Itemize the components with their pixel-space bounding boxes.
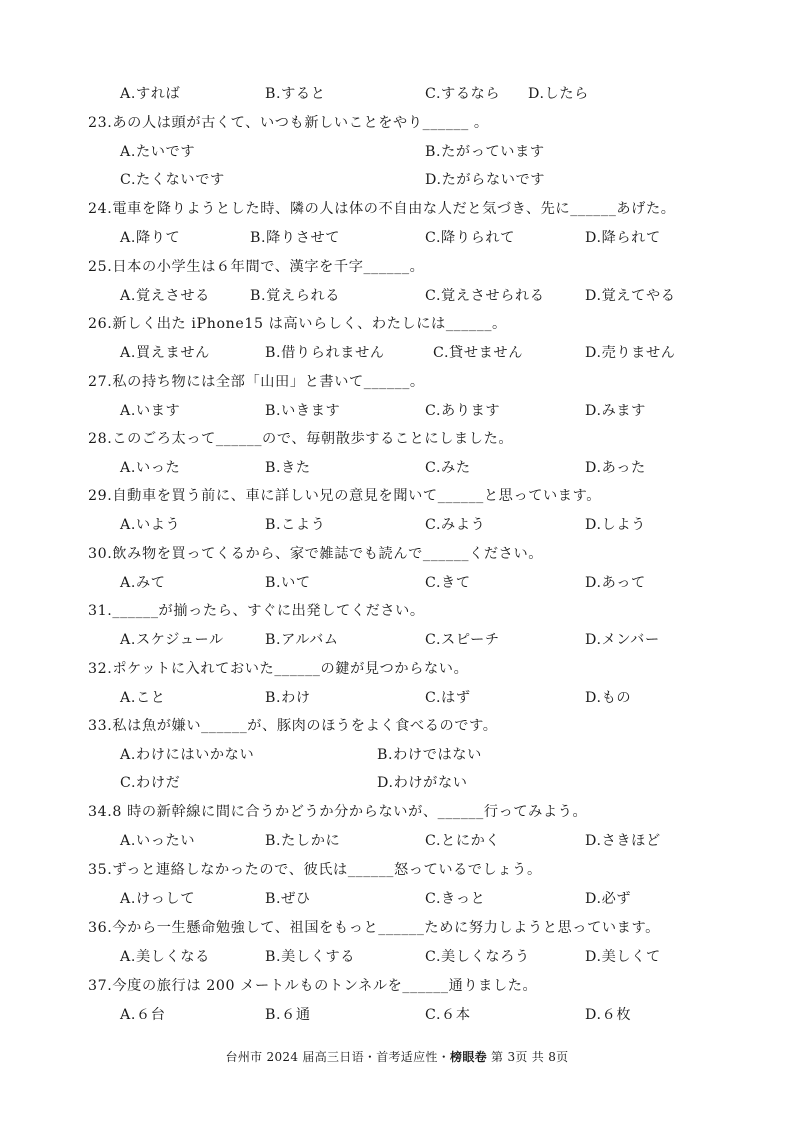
question-stem: 37.今度の旅行は 200 メートルものトンネルを______通りました。 — [88, 978, 538, 994]
option-b: B.借りられません — [265, 345, 385, 361]
option-c: C.きて — [425, 575, 471, 591]
option-c: C.スピーチ — [425, 632, 500, 648]
option-b: B.きた — [265, 460, 311, 476]
option-b: B.こよう — [265, 517, 326, 533]
question-stem: 27.私の持ち物には全部「山田」と書いて______。 — [88, 374, 425, 390]
option-b: B.アルバム — [265, 632, 339, 648]
option-c: C.みた — [425, 460, 471, 476]
option-b: B.美しくする — [265, 949, 356, 965]
footer-edition: 榜眼卷 — [450, 1050, 487, 1064]
option-d: D.降られて — [585, 230, 661, 246]
option-c: C.６本 — [425, 1007, 471, 1023]
option-d: D.たがらないです — [425, 172, 546, 188]
option-b: B.わけではない — [377, 747, 482, 763]
option-c: C.貸せません — [433, 345, 523, 361]
option-d: D.あって — [585, 575, 646, 591]
option-b: B.たしかに — [265, 833, 341, 849]
option-c: C.たくないです — [120, 172, 225, 188]
option-b: B.６通 — [265, 1007, 311, 1023]
option-b: B.ぜひ — [265, 891, 311, 907]
option-b: B.降りさせて — [250, 230, 341, 246]
option-c: C.きっと — [425, 891, 486, 907]
option-d: D.６枚 — [585, 1007, 632, 1023]
option-a: A.います — [120, 403, 181, 419]
option-d: D.メンバー — [585, 632, 660, 648]
option-c: C.降りられて — [425, 230, 515, 246]
option-a: A.けっして — [120, 891, 196, 907]
question-stem: 26.新しく出た iPhone15 は高いらしく、わたしには______。 — [88, 316, 507, 332]
question-stem: 32.ポケットに入れておいた______の鍵が見つからない。 — [88, 661, 469, 677]
option-d: D.しよう — [585, 517, 646, 533]
option-a: A.たいです — [120, 144, 196, 160]
option-d: D.したら — [528, 86, 589, 102]
footer-title: 台州市 2024 届高三日语・首考适应性・ — [225, 1050, 451, 1064]
option-b: B.覚えられる — [250, 288, 341, 304]
option-a: A.わけにはいかない — [120, 747, 255, 763]
option-a: A.みて — [120, 575, 166, 591]
question-stem: 33.私は魚が嫌い______が、豚肉のほうをよく食べるのです。 — [88, 718, 498, 734]
option-d: D.みます — [585, 403, 646, 419]
option-c: C.あります — [425, 403, 501, 419]
question-stem: 34.8 時の新幹線に間に合うかどうか分からないが、______行ってみよう。 — [88, 804, 588, 820]
option-a: A.こと — [120, 690, 166, 706]
footer-page-number: 第 3页 共 8页 — [486, 1050, 569, 1064]
option-d: D.売りません — [585, 345, 676, 361]
question-stem: 29.自動車を買う前に、車に詳しい兄の意見を聞いて______と思っています。 — [88, 488, 602, 504]
option-a: A.いったい — [120, 833, 196, 849]
option-c: C.覚えさせられる — [425, 288, 545, 304]
option-a: A.買えません — [120, 345, 210, 361]
page-footer — [0, 1048, 794, 1065]
option-d: D.覚えてやる — [585, 288, 676, 304]
option-c: C.とにかく — [425, 833, 501, 849]
option-c: C.するなら — [425, 86, 501, 102]
option-d: D.あった — [585, 460, 646, 476]
option-c: C.はず — [425, 690, 471, 706]
question-stem: 31.______が揃ったら、すぐに出発してください。 — [88, 603, 425, 619]
option-b: B.すると — [265, 86, 326, 102]
option-a: A.スケジュール — [120, 632, 224, 648]
question-stem: 24.電車を降りようとした時、隣の人は体の不自由な人だと気づき、先に______あげた。 — [88, 201, 676, 217]
option-d: D.わけがない — [377, 775, 468, 791]
option-a: A.いった — [120, 460, 181, 476]
option-b: B.わけ — [265, 690, 311, 706]
option-d: D.美しくて — [585, 949, 661, 965]
question-stem: 35.ずっと連絡しなかったので、彼氏は______怒っているでしょう。 — [88, 862, 542, 878]
option-d: D.さきほど — [585, 833, 661, 849]
option-d: D.必ず — [585, 891, 632, 907]
option-c: C.わけだ — [120, 775, 181, 791]
option-b: B.たがっています — [425, 144, 545, 160]
option-a: A.６台 — [120, 1007, 166, 1023]
question-stem: 25.日本の小学生は６年間で、漢字を千字______。 — [88, 259, 425, 275]
option-b: B.いて — [265, 575, 311, 591]
option-a: A.降りて — [120, 230, 181, 246]
option-d: D.もの — [585, 690, 632, 706]
option-c: C.みよう — [425, 517, 486, 533]
option-a: A.すれば — [120, 86, 181, 102]
question-stem: 30.飲み物を買ってくるから、家で雑誌でも読んで______ください。 — [88, 546, 544, 562]
option-a: A.覚えさせる — [120, 288, 210, 304]
question-stem: 36.今から一生懸命勉強して、祖国をもっと______ために努力しようと思っています。 — [88, 920, 660, 936]
option-b: B.いきます — [265, 403, 341, 419]
option-c: C.美しくなろう — [425, 949, 530, 965]
option-a: A.いよう — [120, 517, 181, 533]
question-stem: 23.あの人は頭が古くて、いつも新しいことをやり______ 。 — [88, 115, 489, 131]
option-a: A.美しくなる — [120, 949, 210, 965]
question-stem: 28.このごろ太って______ので、毎朝散歩することにしました。 — [88, 431, 514, 447]
